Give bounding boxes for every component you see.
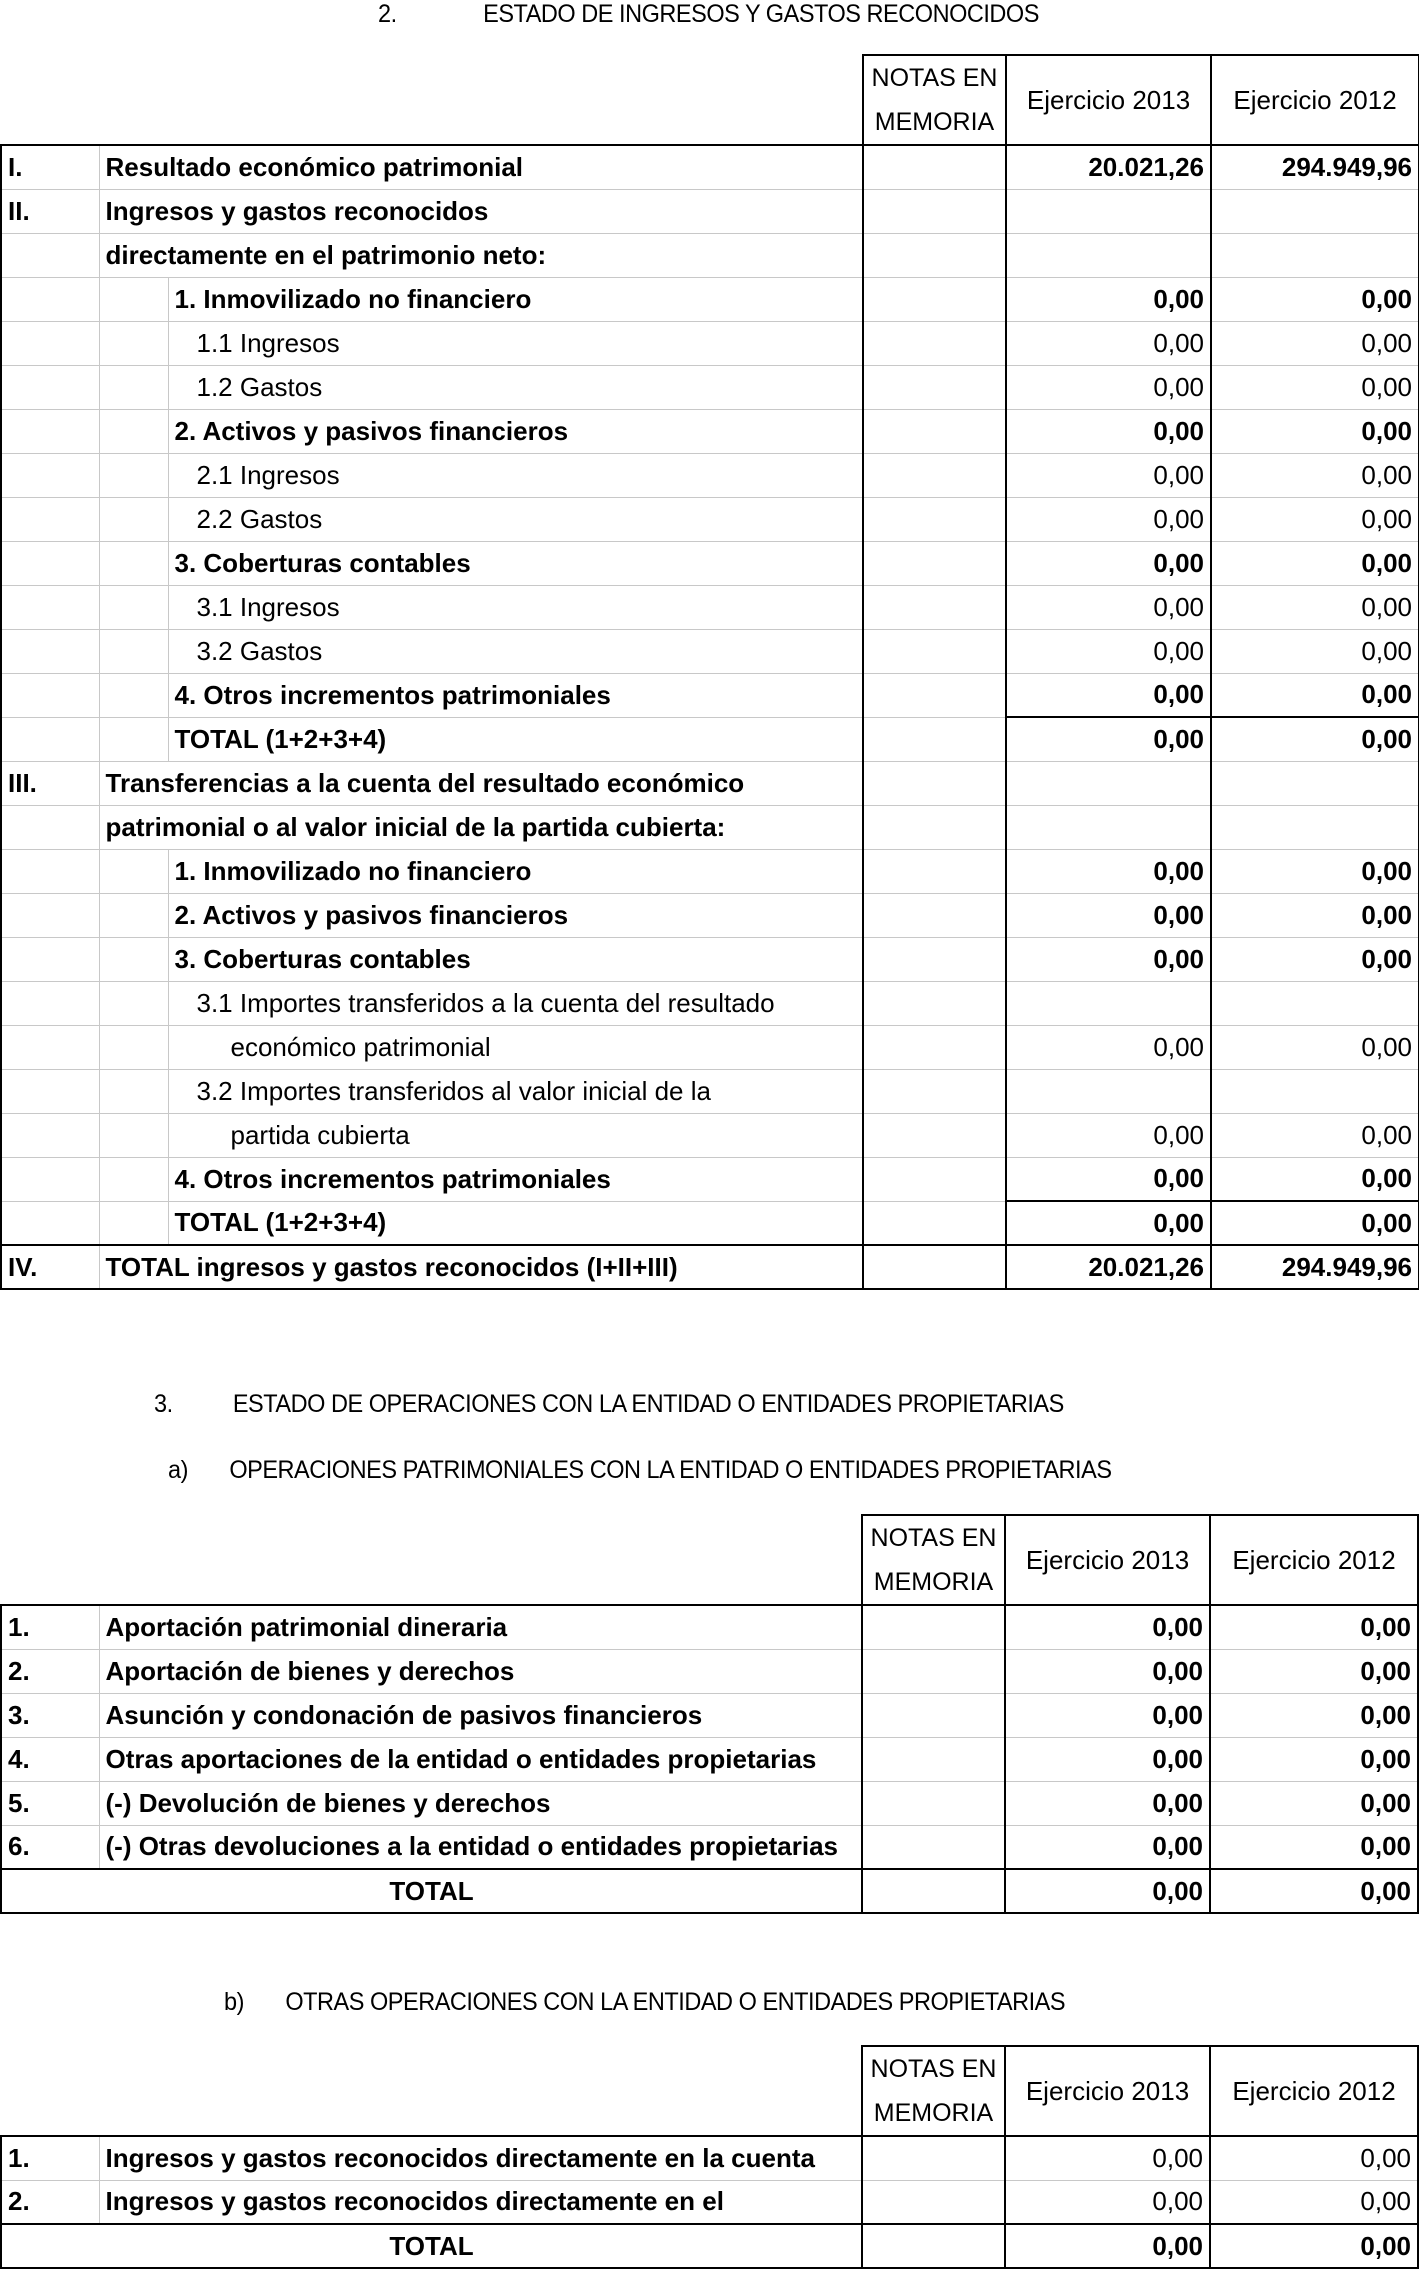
row-label: 1. Inmovilizado no financiero — [168, 849, 863, 893]
row-number — [1, 937, 99, 981]
row-label: Aportación patrimonial dineraria — [99, 1605, 862, 1649]
total-label: TOTAL — [1, 2224, 862, 2268]
row-number — [1, 1201, 99, 1245]
value-2012: 0,00 — [1211, 453, 1419, 497]
notas-cell — [862, 1825, 1005, 1869]
value-2012: 0,00 — [1211, 1025, 1419, 1069]
notas-cell — [862, 1649, 1005, 1693]
notas-cell — [863, 453, 1006, 497]
value-2013: 0,00 — [1006, 937, 1211, 981]
notas-cell — [863, 409, 1006, 453]
row-label: 2.1 Ingresos — [168, 453, 863, 497]
row-number — [1, 717, 99, 761]
value-2013: 0,00 — [1006, 585, 1211, 629]
row-label: partida cubierta — [168, 1113, 863, 1157]
table-row — [1, 2136, 1418, 2180]
value-2013: 0,00 — [1006, 717, 1211, 761]
table-row — [1, 1157, 1419, 1201]
table-row — [1, 673, 1419, 717]
row-number — [1, 233, 99, 277]
notas-cell — [862, 2136, 1005, 2180]
indent-cell — [99, 1157, 168, 1201]
row-label: 2. Activos y pasivos financieros — [168, 893, 863, 937]
value-2013: 0,00 — [1006, 277, 1211, 321]
indent-cell — [99, 673, 168, 717]
notas-cell — [863, 1245, 1006, 1289]
notas-cell — [863, 365, 1006, 409]
notas-cell — [863, 277, 1006, 321]
table-row — [1, 1693, 1418, 1737]
row-label: Resultado económico patrimonial — [99, 145, 863, 189]
ingresos-gastos-table — [0, 54, 1419, 1290]
total-label: TOTAL — [1, 1869, 862, 1913]
section-3b-title — [224, 1988, 1065, 2017]
table-row — [1, 1605, 1418, 1649]
row-number: 4. — [1, 1737, 99, 1781]
indent-cell — [99, 629, 168, 673]
notas-cell — [863, 585, 1006, 629]
value-2012: 0,00 — [1210, 2136, 1418, 2180]
row-label: TOTAL (1+2+3+4) — [168, 717, 863, 761]
value-2013: 0,00 — [1006, 849, 1211, 893]
total-row — [1, 1869, 1418, 1913]
row-number: 1. — [1, 1605, 99, 1649]
row-label: 3. Coberturas contables — [168, 541, 863, 585]
notas-cell — [863, 541, 1006, 585]
value-2012: 0,00 — [1211, 541, 1419, 585]
notas-cell — [863, 1157, 1006, 1201]
value-2012: 294.949,96 — [1211, 145, 1419, 189]
row-number — [1, 321, 99, 365]
table-row — [1, 2180, 1418, 2224]
table-header-row — [1, 55, 1419, 145]
row-label: Ingresos y gastos reconocidos directamente en el — [99, 2180, 862, 2224]
value-2013: 0,00 — [1006, 541, 1211, 585]
table-header-row — [1, 2046, 1418, 2136]
value-2012: 294.949,96 — [1211, 1245, 1419, 1289]
value-2013: 0,00 — [1005, 1649, 1210, 1693]
table-row — [1, 453, 1419, 497]
row-number: 1. — [1, 2136, 99, 2180]
row-number: III. — [1, 761, 99, 805]
row-number — [1, 541, 99, 585]
indent-cell — [99, 321, 168, 365]
value-2012: 0,00 — [1211, 277, 1419, 321]
value-2012: 0,00 — [1210, 1649, 1418, 1693]
row-number — [1, 365, 99, 409]
table-row — [1, 761, 1419, 805]
value-2012 — [1211, 189, 1419, 233]
section-3-title — [154, 1390, 1064, 1419]
notas-cell — [863, 1069, 1006, 1113]
section-2-title — [378, 0, 1039, 29]
indent-cell — [99, 277, 168, 321]
row-number: 2. — [1, 1649, 99, 1693]
row-number — [1, 893, 99, 937]
value-2012: 0,00 — [1210, 2180, 1418, 2224]
ejercicio-2012-header: Ejercicio 2012 — [1210, 2046, 1418, 2136]
notas-cell — [863, 145, 1006, 189]
row-label: directamente en el patrimonio neto: — [99, 233, 863, 277]
table-row — [1, 805, 1419, 849]
row-label: 2. Activos y pasivos financieros — [168, 409, 863, 453]
table-row — [1, 1025, 1419, 1069]
value-2012: 0,00 — [1210, 1737, 1418, 1781]
section-2-number: 2. — [378, 0, 397, 28]
row-number — [1, 1113, 99, 1157]
value-2013: 0,00 — [1006, 1113, 1211, 1157]
value-2012: 0,00 — [1210, 1605, 1418, 1649]
row-label: 4. Otros incrementos patrimoniales — [168, 673, 863, 717]
notas-memoria-header: NOTAS EN MEMORIA — [862, 1515, 1005, 1605]
section-2-rows — [1, 145, 1419, 1289]
section-3a-letter: a) — [168, 1456, 188, 1484]
table-row — [1, 497, 1419, 541]
value-2012: 0,00 — [1211, 409, 1419, 453]
table-row — [1, 277, 1419, 321]
table-row — [1, 1737, 1418, 1781]
value-2013: 0,00 — [1006, 1025, 1211, 1069]
notas-cell — [863, 805, 1006, 849]
value-2012: 0,00 — [1211, 365, 1419, 409]
value-2012: 0,00 — [1211, 893, 1419, 937]
table-row — [1, 1069, 1419, 1113]
table-row — [1, 541, 1419, 585]
indent-cell — [99, 497, 168, 541]
value-2013: 0,00 — [1005, 1825, 1210, 1869]
table-row — [1, 1781, 1418, 1825]
row-label: 1. Inmovilizado no financiero — [168, 277, 863, 321]
table-row — [1, 145, 1419, 189]
value-2013: 0,00 — [1006, 497, 1211, 541]
value-2012: 0,00 — [1211, 585, 1419, 629]
value-2012: 0,00 — [1211, 321, 1419, 365]
value-2012: 0,00 — [1211, 629, 1419, 673]
row-label: económico patrimonial — [168, 1025, 863, 1069]
value-2013: 0,00 — [1006, 1157, 1211, 1201]
section-3a-rows — [1, 1605, 1418, 1913]
notas-cell — [863, 761, 1006, 805]
total-row — [1, 2224, 1418, 2268]
value-2012: 0,00 — [1210, 1693, 1418, 1737]
notas-memoria-header: NOTAS EN MEMORIA — [863, 55, 1006, 145]
notas-cell — [862, 1605, 1005, 1649]
notas-cell — [863, 893, 1006, 937]
notas-cell — [863, 497, 1006, 541]
total-2013: 0,00 — [1005, 2224, 1210, 2268]
section-3-title-text: ESTADO DE OPERACIONES CON LA ENTIDAD O ENTIDADES PROPIETARIAS — [232, 1390, 1064, 1418]
value-2013 — [1006, 761, 1211, 805]
row-label: (-) Devolución de bienes y derechos — [99, 1781, 862, 1825]
notas-cell — [863, 1201, 1006, 1245]
value-2013: 0,00 — [1006, 409, 1211, 453]
row-number — [1, 585, 99, 629]
value-2013: 0,00 — [1006, 629, 1211, 673]
indent-cell — [99, 981, 168, 1025]
ejercicio-2012-header: Ejercicio 2012 — [1210, 1515, 1418, 1605]
notas-cell — [863, 321, 1006, 365]
row-number — [1, 1157, 99, 1201]
notas-cell — [863, 189, 1006, 233]
section-3-number: 3. — [154, 1390, 173, 1418]
value-2012: 0,00 — [1211, 497, 1419, 541]
row-number — [1, 453, 99, 497]
row-label: 3.1 Importes transferidos a la cuenta del resultado — [168, 981, 863, 1025]
table-row — [1, 1649, 1418, 1693]
notas-cell — [862, 2180, 1005, 2224]
row-label: 3.2 Importes transferidos al valor inicial de la — [168, 1069, 863, 1113]
value-2013: 0,00 — [1005, 1781, 1210, 1825]
row-label: 1.1 Ingresos — [168, 321, 863, 365]
indent-cell — [99, 453, 168, 497]
row-number: II. — [1, 189, 99, 233]
ejercicio-2013-header: Ejercicio 2013 — [1005, 1515, 1210, 1605]
notas-cell — [863, 1113, 1006, 1157]
value-2012: 0,00 — [1211, 849, 1419, 893]
notas-cell — [863, 849, 1006, 893]
row-number — [1, 629, 99, 673]
value-2012: 0,00 — [1211, 1157, 1419, 1201]
value-2013: 0,00 — [1005, 1605, 1210, 1649]
row-number: 2. — [1, 2180, 99, 2224]
value-2013: 0,00 — [1005, 2180, 1210, 2224]
row-label: Aportación de bienes y derechos — [99, 1649, 862, 1693]
ejercicio-2012-header: Ejercicio 2012 — [1211, 55, 1419, 145]
table-row — [1, 937, 1419, 981]
table-row — [1, 365, 1419, 409]
row-label: 3.2 Gastos — [168, 629, 863, 673]
table-row — [1, 189, 1419, 233]
value-2012: 0,00 — [1211, 673, 1419, 717]
total-2012: 0,00 — [1210, 2224, 1418, 2268]
indent-cell — [99, 585, 168, 629]
table-row — [1, 849, 1419, 893]
value-2013: 0,00 — [1006, 1201, 1211, 1245]
table-row — [1, 321, 1419, 365]
value-2013: 20.021,26 — [1006, 1245, 1211, 1289]
notas-cell — [863, 1025, 1006, 1069]
section-3a-title — [168, 1456, 1112, 1485]
table-row — [1, 233, 1419, 277]
row-label: 1.2 Gastos — [168, 365, 863, 409]
notas-cell — [863, 673, 1006, 717]
table-header-row — [1, 1515, 1418, 1605]
row-label: patrimonial o al valor inicial de la partida cubierta: — [99, 805, 863, 849]
indent-cell — [99, 541, 168, 585]
row-label: TOTAL (1+2+3+4) — [168, 1201, 863, 1245]
operaciones-patrimoniales-table — [0, 1514, 1419, 1914]
table-row — [1, 1825, 1418, 1869]
value-2013: 0,00 — [1005, 1693, 1210, 1737]
row-label: Transferencias a la cuenta del resultado económico — [99, 761, 863, 805]
row-label: Otras aportaciones de la entidad o entidades propietarias — [99, 1737, 862, 1781]
row-label: 4. Otros incrementos patrimoniales — [168, 1157, 863, 1201]
indent-cell — [99, 849, 168, 893]
row-label: 2.2 Gastos — [168, 497, 863, 541]
indent-cell — [99, 937, 168, 981]
row-number — [1, 849, 99, 893]
row-number — [1, 981, 99, 1025]
value-2012: 0,00 — [1211, 717, 1419, 761]
value-2013 — [1006, 805, 1211, 849]
indent-cell — [99, 1069, 168, 1113]
otras-operaciones-table — [0, 2045, 1419, 2269]
notas-cell — [863, 717, 1006, 761]
row-number — [1, 1025, 99, 1069]
value-2012: 0,00 — [1210, 1825, 1418, 1869]
indent-cell — [99, 1201, 168, 1245]
notas-cell — [862, 2224, 1005, 2268]
row-number: 5. — [1, 1781, 99, 1825]
value-2013: 0,00 — [1006, 673, 1211, 717]
notas-cell — [863, 981, 1006, 1025]
row-label: TOTAL ingresos y gastos reconocidos (I+II+III) — [99, 1245, 863, 1289]
row-label: Ingresos y gastos reconocidos — [99, 189, 863, 233]
table-row — [1, 585, 1419, 629]
indent-cell — [99, 893, 168, 937]
row-label: (-) Otras devoluciones a la entidad o entidades propietarias — [99, 1825, 862, 1869]
notas-cell — [862, 1693, 1005, 1737]
value-2013 — [1006, 189, 1211, 233]
indent-cell — [99, 1025, 168, 1069]
row-label: 3.1 Ingresos — [168, 585, 863, 629]
value-2013: 0,00 — [1006, 453, 1211, 497]
value-2013: 20.021,26 — [1006, 145, 1211, 189]
value-2012 — [1211, 233, 1419, 277]
section-2-title-text: ESTADO DE INGRESOS Y GASTOS RECONOCIDOS — [483, 0, 1039, 28]
value-2012: 0,00 — [1211, 1113, 1419, 1157]
table-row — [1, 981, 1419, 1025]
ejercicio-2013-header: Ejercicio 2013 — [1006, 55, 1211, 145]
row-number: 6. — [1, 1825, 99, 1869]
section-3b-letter: b) — [224, 1988, 244, 2016]
row-number: 3. — [1, 1693, 99, 1737]
notas-cell — [863, 937, 1006, 981]
value-2013 — [1006, 981, 1211, 1025]
row-number — [1, 673, 99, 717]
section-3b-rows — [1, 2136, 1418, 2268]
value-2012 — [1211, 981, 1419, 1025]
table-row — [1, 1113, 1419, 1157]
value-2013: 0,00 — [1006, 893, 1211, 937]
ejercicio-2013-header: Ejercicio 2013 — [1005, 2046, 1210, 2136]
row-label: Asunción y condonación de pasivos financieros — [99, 1693, 862, 1737]
value-2013: 0,00 — [1005, 2136, 1210, 2180]
value-2013: 0,00 — [1006, 365, 1211, 409]
indent-cell — [99, 365, 168, 409]
notas-cell — [863, 233, 1006, 277]
table-row — [1, 1201, 1419, 1245]
indent-cell — [99, 717, 168, 761]
indent-cell — [99, 1113, 168, 1157]
row-label: Ingresos y gastos reconocidos directamente en la cuenta — [99, 2136, 862, 2180]
row-number — [1, 409, 99, 453]
value-2012 — [1211, 1069, 1419, 1113]
row-number: IV. — [1, 1245, 99, 1289]
value-2012 — [1211, 805, 1419, 849]
notas-memoria-header: NOTAS EN MEMORIA — [862, 2046, 1005, 2136]
value-2012: 0,00 — [1210, 1781, 1418, 1825]
table-row — [1, 629, 1419, 673]
row-number — [1, 805, 99, 849]
table-row — [1, 1245, 1419, 1289]
total-2012: 0,00 — [1210, 1869, 1418, 1913]
value-2013: 0,00 — [1006, 321, 1211, 365]
notas-cell — [862, 1869, 1005, 1913]
value-2012 — [1211, 761, 1419, 805]
notas-cell — [862, 1781, 1005, 1825]
row-number — [1, 497, 99, 541]
notas-cell — [862, 1737, 1005, 1781]
indent-cell — [99, 409, 168, 453]
value-2012: 0,00 — [1211, 1201, 1419, 1245]
table-row — [1, 893, 1419, 937]
section-3a-title-text: OPERACIONES PATRIMONIALES CON LA ENTIDAD O ENTIDADES PROPIETARIAS — [229, 1456, 1112, 1484]
value-2013 — [1006, 1069, 1211, 1113]
notas-cell — [863, 629, 1006, 673]
row-label: 3. Coberturas contables — [168, 937, 863, 981]
row-number — [1, 277, 99, 321]
row-number: I. — [1, 145, 99, 189]
value-2013: 0,00 — [1005, 1737, 1210, 1781]
value-2012: 0,00 — [1211, 937, 1419, 981]
value-2013 — [1006, 233, 1211, 277]
table-row — [1, 717, 1419, 761]
section-3b-title-text: OTRAS OPERACIONES CON LA ENTIDAD O ENTIDADES PROPIETARIAS — [285, 1988, 1066, 2016]
row-number — [1, 1069, 99, 1113]
table-row — [1, 409, 1419, 453]
total-2013: 0,00 — [1005, 1869, 1210, 1913]
